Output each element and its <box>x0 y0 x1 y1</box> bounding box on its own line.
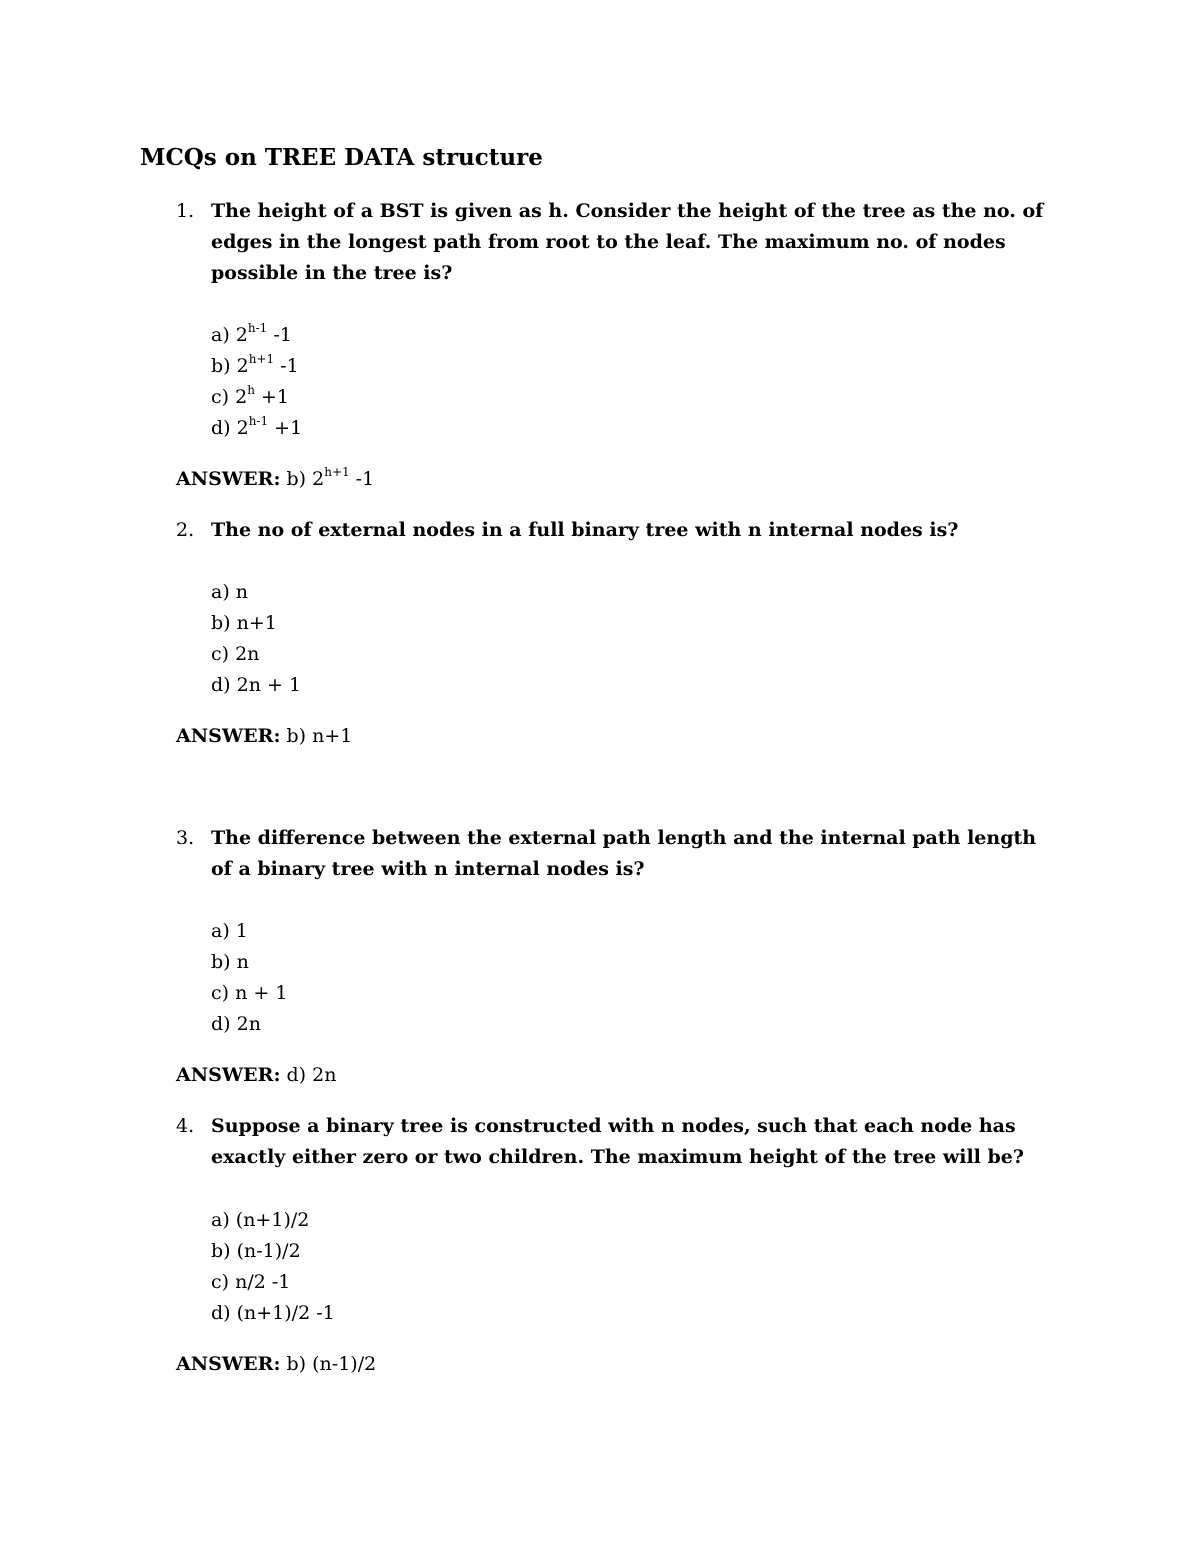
question-number: 3. <box>176 827 195 849</box>
option-d: d) 2n <box>211 1013 261 1035</box>
options-4 <box>211 1205 335 1329</box>
answer-value: d) 2n <box>286 1064 337 1086</box>
answer-3 <box>176 1060 336 1091</box>
question-number: 1. <box>176 200 195 222</box>
page-title: MCQs on TREE DATA structure <box>140 144 543 171</box>
answer-4 <box>176 1349 376 1380</box>
question-text: The height of a BST is given as h. Consider the height of the tree as the no. of edges in the longest path from root to the leaf. The maximum no. of nodes possible in the tree is? <box>211 200 1044 284</box>
options-3 <box>211 916 287 1040</box>
answer-2 <box>176 721 352 752</box>
option-a: a) n <box>211 581 249 603</box>
option-d: d) (n+1)/2 -1 <box>211 1302 335 1324</box>
answer-1 <box>176 464 374 495</box>
option-d: d) 2n + 1 <box>211 674 302 696</box>
option-b: b) n+1 <box>211 612 277 634</box>
question-4 <box>176 1111 1046 1173</box>
option-c: c) n/2 -1 <box>211 1271 291 1293</box>
answer-label: ANSWER: <box>176 1064 281 1086</box>
options-2 <box>211 577 301 701</box>
option-c: c) n + 1 <box>211 982 288 1004</box>
option-a: a) 1 <box>211 920 248 942</box>
answer-value: b) $2^{h+1}$ -1 <box>286 464 375 490</box>
option-a: a) 2$^{h-1}$ -1 <box>211 320 292 346</box>
answer-value: b) n+1 <box>286 725 353 747</box>
question-3 <box>176 823 1046 885</box>
option-a: a) (n+1)/2 <box>211 1209 310 1231</box>
question-text: The no of external nodes in a full binary tree with n internal nodes is? <box>211 519 959 541</box>
question-number: 4. <box>176 1115 195 1137</box>
question-1 <box>176 196 1046 289</box>
answer-label: ANSWER: <box>176 468 281 490</box>
option-d: d) $2^{h-1} +1$ <box>211 413 303 439</box>
question-number: 2. <box>176 519 195 541</box>
question-2 <box>176 515 1046 546</box>
answer-label: ANSWER: <box>176 725 281 747</box>
question-text: The difference between the external path length and the internal path length of a binary tree with n internal nodes is? <box>211 827 1037 880</box>
answer-value: b) (n-1)/2 <box>286 1353 377 1375</box>
option-c: c) 2n <box>211 643 260 665</box>
option-b: b) n <box>211 951 249 973</box>
answer-label: ANSWER: <box>176 1353 281 1375</box>
option-c: c) $2^h +1$ <box>211 382 289 408</box>
question-text: Suppose a binary tree is constructed with n nodes, such that each node has exactly either zero or two children. The maximum height of the tree will be? <box>211 1115 1025 1168</box>
option-b: b) (n-1)/2 <box>211 1240 301 1262</box>
options-1 <box>211 320 302 444</box>
option-b: b) $2^{h+1}$ -1 <box>211 351 299 377</box>
